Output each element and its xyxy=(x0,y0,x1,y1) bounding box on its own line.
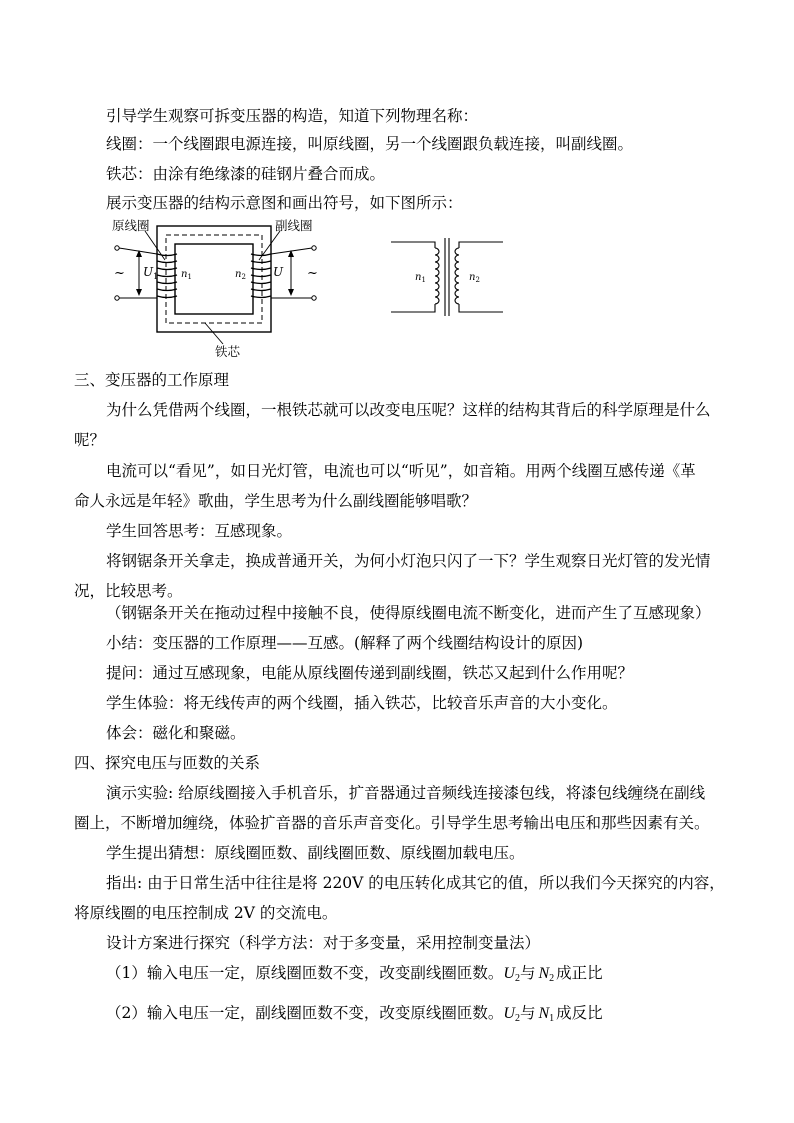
s3-current-line2: 命人永远是年轻》歌曲，学生思考为什么副线圈能够唱歌？ xyxy=(74,492,478,510)
u-label: U xyxy=(273,265,284,279)
transformer-symbol-diagram xyxy=(385,232,510,326)
n2-label: $n_2$ xyxy=(235,269,246,281)
s3-question-core: 提问：通过互感现象，电能从原线圈传递到副线圈，铁芯又起到什么作用呢？ xyxy=(106,664,634,682)
s3-student-answer: 学生回答思考：互感现象。 xyxy=(106,522,293,540)
output-ac-symbol: ~ xyxy=(307,266,318,281)
transformer-structure-diagram xyxy=(105,214,340,366)
s4-design-plan: 设计方案进行探究（科学方法：对于多变量，采用控制变量法） xyxy=(106,934,541,952)
para-observe: 引导学生观察可拆变压器的构造，知道下列物理名称： xyxy=(106,107,479,125)
symbol-n2-label: $n_2$ xyxy=(469,272,480,284)
s4-demo-line2: 圈上，不断增加缠绕，体验扩音器的音乐声音变化。引导学生思考输出电压和那些因素有关。 xyxy=(74,814,710,832)
n1-label: $n_1$ xyxy=(181,269,192,281)
s4-point-line1: 指出: 由于日常生活中往往是将 220V 的电压转化成其它的值，所以我们今天探究的内容， xyxy=(106,874,725,892)
primary-coil-label: 原线圈 xyxy=(112,218,150,233)
para-core-def: 铁芯：由涂有绝缘漆的硅钢片叠合而成。 xyxy=(106,165,386,183)
s3-question-line2: 呢？ xyxy=(74,431,106,449)
section4-heading: 四、探究电压与匝数的关系 xyxy=(74,754,261,772)
s4-item1: （1）输入电压一定，原线圈匝数不变，改变副线圈匝数。$U_2$与 $N_2$ 成正比 xyxy=(106,964,603,984)
s3-explanation: （钢锯条开关在拖动过程中接触不良，使得原线圈电流不断变化，进而产生了互感现象） xyxy=(106,604,711,622)
secondary-coil-label: 副线圈 xyxy=(275,218,313,233)
para-coil-def: 线圈：一个线圈跟电源连接，叫原线圈，另一个线圈跟负载连接，叫副线圈。 xyxy=(106,135,634,153)
s3-current-line1: 电流可以“看见”，如日光灯管，电流也可以“听见”，如音箱。用两个线圈互感传递《革 xyxy=(106,462,696,480)
u1-label: $U_1$ xyxy=(143,265,159,281)
s3-question-line1: 为什么凭借两个线圈，一根铁芯就可以改变电压呢？这样的结构其背后的科学原理是什么 xyxy=(106,401,711,419)
section3-heading: 三、变压器的工作原理 xyxy=(74,371,230,389)
s4-hypothesis: 学生提出猜想：原线圈匝数、副线圈匝数、原线圈加载电压。 xyxy=(106,844,525,862)
s4-item2: （2）输入电压一定，副线圈匝数不变，改变原线圈匝数。$U_2$与 $N_1$ 成反比 xyxy=(106,1004,603,1024)
s3-switch-line1: 将钢锯条开关拿走，换成普通开关，为何小灯泡只闪了一下？学生观察日光灯管的发光情 xyxy=(106,552,711,570)
para-show-figure: 展示变压器的结构示意图和画出符号，如下图所示： xyxy=(106,194,463,212)
s3-switch-line2: 况，比较思考。 xyxy=(74,582,183,600)
s4-point-line2: 将原线圈的电压控制成 2V 的交流电。 xyxy=(74,904,338,922)
s4-demo-line1: 演示实验: 给原线圈接入手机音乐，扩音器通过音频线连接漆包线，将漆包线缠绕在副线 xyxy=(106,784,706,802)
symbol-n1-label: $n_1$ xyxy=(415,272,426,284)
s3-insight: 体会：磁化和聚磁。 xyxy=(106,724,246,742)
s3-student-experience: 学生体验：将无线传声的两个线圈，插入铁芯，比较音乐声音的大小变化。 xyxy=(106,694,618,712)
input-ac-symbol: ~ xyxy=(114,266,125,281)
s3-summary: 小结：变压器的工作原理——互感。(解释了两个线圈结构设计的原因) xyxy=(106,634,584,652)
core-label: 铁芯 xyxy=(215,344,241,359)
